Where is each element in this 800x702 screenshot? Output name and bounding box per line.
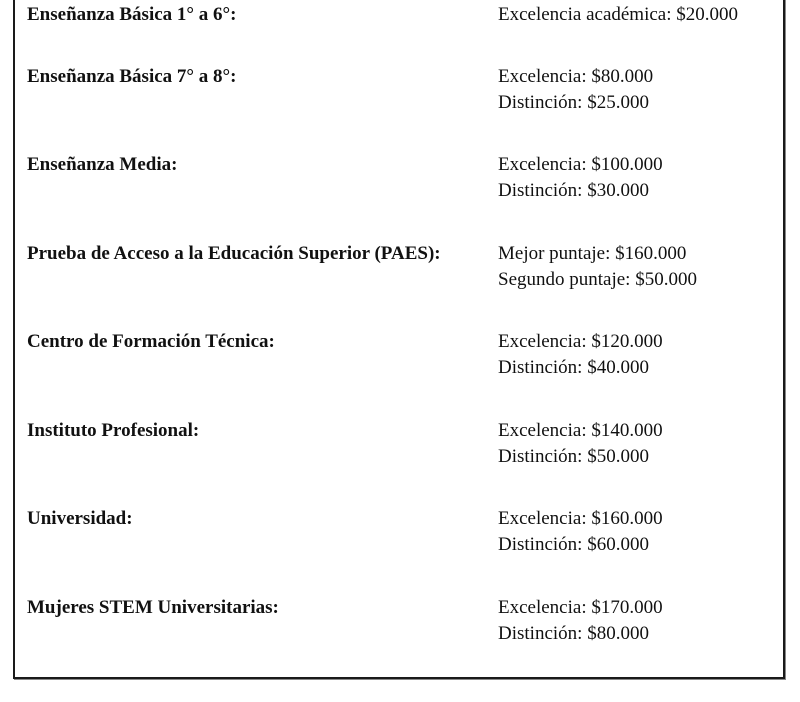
row-label: Mujeres STEM Universitarias: <box>27 597 279 618</box>
value-line: Distinción: $50.000 <box>498 446 649 467</box>
value-line: Excelencia: $170.000 <box>498 597 663 618</box>
row-label: Universidad: <box>27 508 133 529</box>
value-line: Segundo puntaje: $50.000 <box>498 269 697 290</box>
row-label: Centro de Formación Técnica: <box>27 331 275 352</box>
value-line: Distinción: $60.000 <box>498 534 649 555</box>
row-values <box>498 152 663 204</box>
row-values <box>498 241 697 293</box>
row-values <box>498 64 653 116</box>
row-values <box>498 595 663 647</box>
value-line: Excelencia: $120.000 <box>498 331 663 352</box>
value-line: Distinción: $25.000 <box>498 92 649 113</box>
row-values <box>498 329 663 381</box>
value-line: Mejor puntaje: $160.000 <box>498 243 687 264</box>
value-line: Distinción: $40.000 <box>498 357 649 378</box>
value-line: Excelencia académica: $20.000 <box>498 4 739 25</box>
row-label: Enseñanza Media: <box>27 154 178 175</box>
scholarship-table <box>13 0 785 679</box>
row-values <box>498 418 663 470</box>
value-line: Distinción: $30.000 <box>498 180 649 201</box>
row-label: Enseñanza Básica 1° a 6°: <box>27 4 237 25</box>
row-label: Prueba de Acceso a la Educación Superior (PAES): <box>27 243 441 264</box>
row-label: Enseñanza Básica 7° a 8°: <box>27 66 237 87</box>
row-label: Instituto Profesional: <box>27 420 200 441</box>
row-values <box>498 506 663 558</box>
value-line: Distinción: $80.000 <box>498 623 649 644</box>
value-line: Excelencia: $80.000 <box>498 66 654 87</box>
value-line: Excelencia: $160.000 <box>498 508 663 529</box>
value-line: Excelencia: $140.000 <box>498 420 663 441</box>
value-line: Excelencia: $100.000 <box>498 154 663 175</box>
row-values <box>498 2 738 28</box>
